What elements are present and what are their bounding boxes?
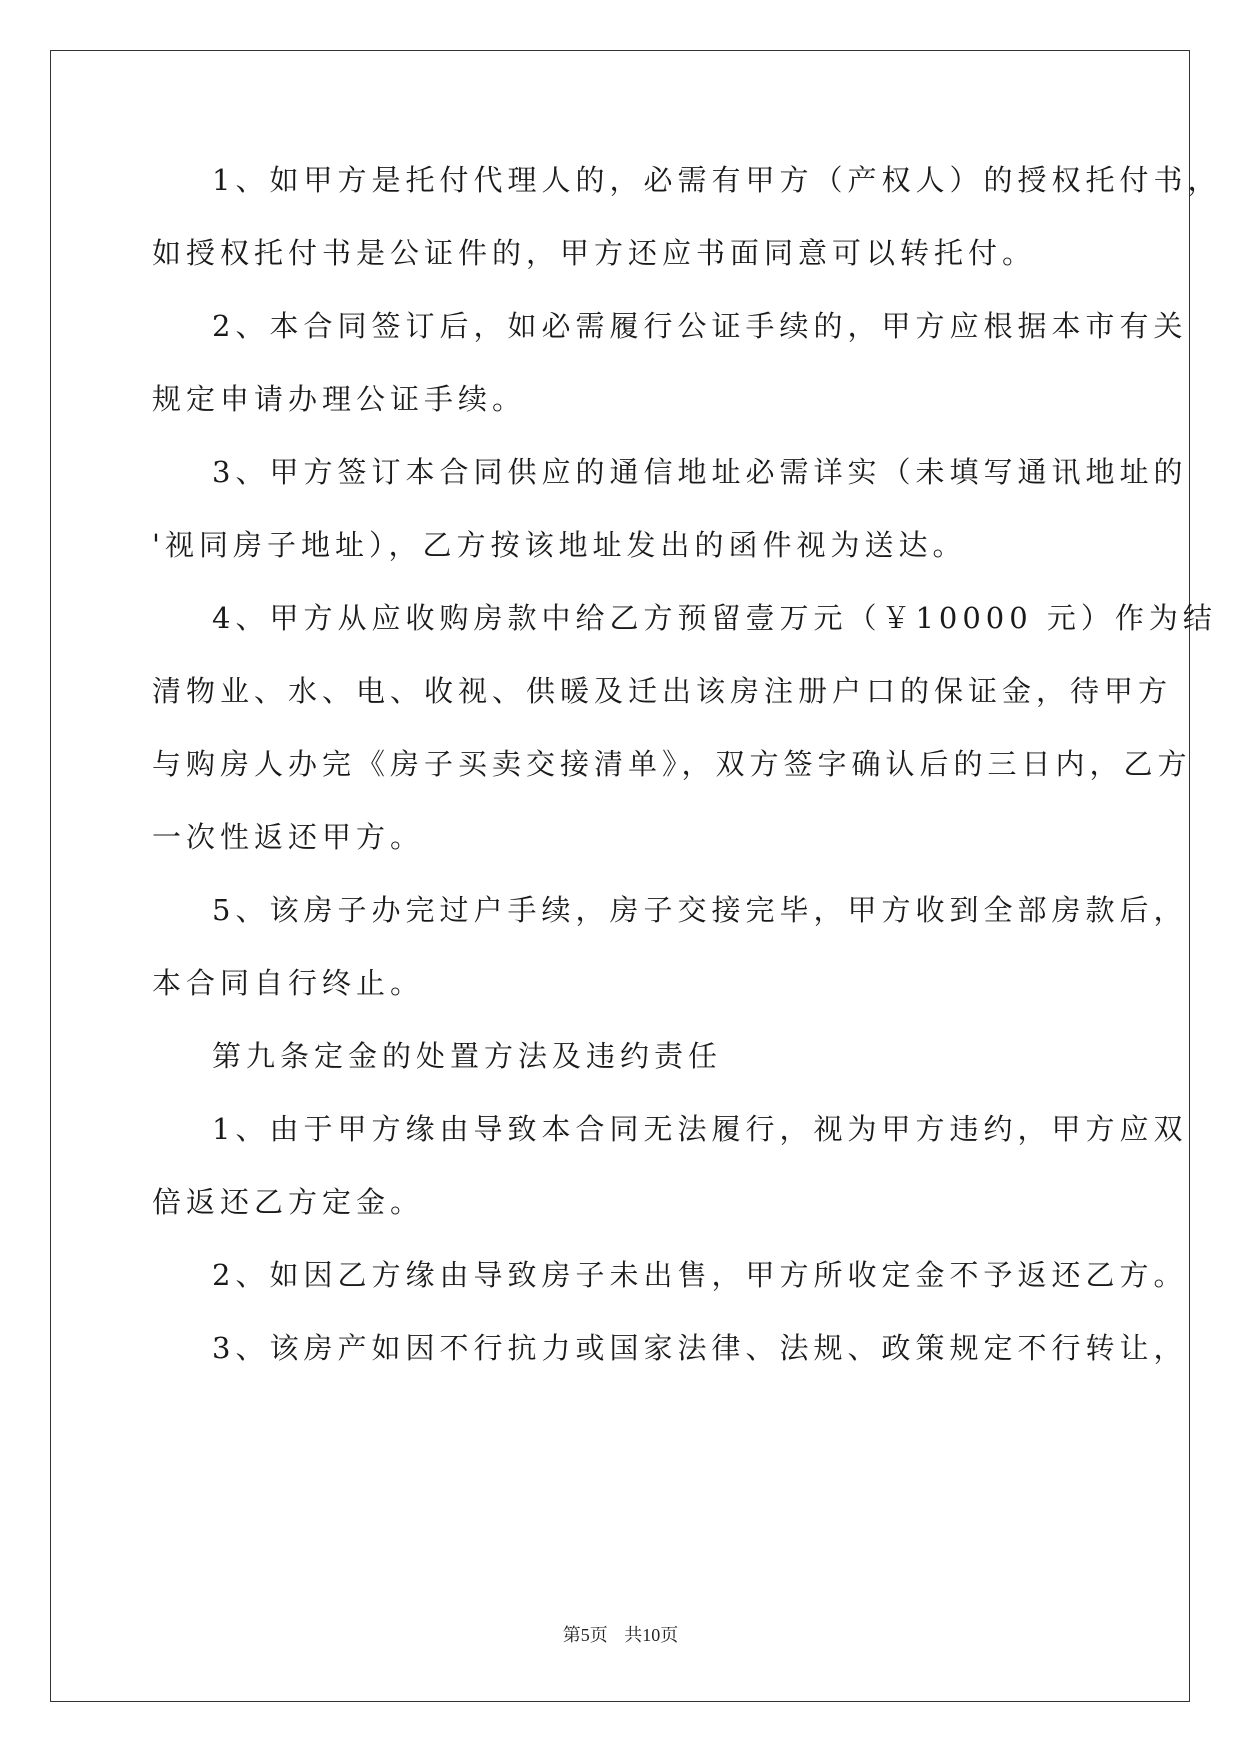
text-line: 如授权托付书是公证件的，甲方还应书面同意可以转托付。 [152,236,1037,270]
text-line: '视同房子地址），乙方按该地址发出的函件视为送达。 [152,528,967,562]
page-count: 共10页 [624,1625,679,1645]
text-line: 本合同自行终止。 [152,966,425,1000]
text-line: 5、该房子办完过户手续，房子交接完毕，甲方收到全部房款后， [212,893,1188,927]
section-heading: 第九条定金的处置方法及违约责任 [212,1039,723,1073]
page-footer [0,1621,1241,1647]
text-line: 倍返还乙方定金。 [152,1185,425,1219]
text-line: 一次性返还甲方。 [152,820,425,854]
text-line: 2、本合同签订后，如必需履行公证手续的，甲方应根据本市有关 [212,309,1188,343]
page-number: 第5页 [562,1625,608,1645]
text-line: 清物业、水、电、收视、供暖及迁出该房注册户口的保证金，待甲方 [152,674,1173,708]
page-border [50,50,1190,1702]
text-line: 1、如甲方是托付代理人的，必需有甲方（产权人）的授权托付书， [212,163,1222,197]
text-line: 3、该房产如因不行抗力或国家法律、法规、政策规定不行转让， [212,1331,1188,1365]
text-line: 2、如因乙方缘由导致房子未出售，甲方所收定金不予返还乙方。 [212,1258,1188,1292]
text-line: 4、甲方从应收购房款中给乙方预留壹万元（￥10000 元）作为结 [212,601,1217,635]
text-line: 1、由于甲方缘由导致本合同无法履行，视为甲方违约，甲方应双 [212,1112,1188,1146]
text-line: 3、甲方签订本合同供应的通信地址必需详实（未填写通讯地址的 [212,455,1188,489]
text-line: 与购房人办完《房子买卖交接清单》，双方签字确认后的三日内，乙方 [152,747,1192,781]
text-line: 规定申请办理公证手续。 [152,382,527,416]
